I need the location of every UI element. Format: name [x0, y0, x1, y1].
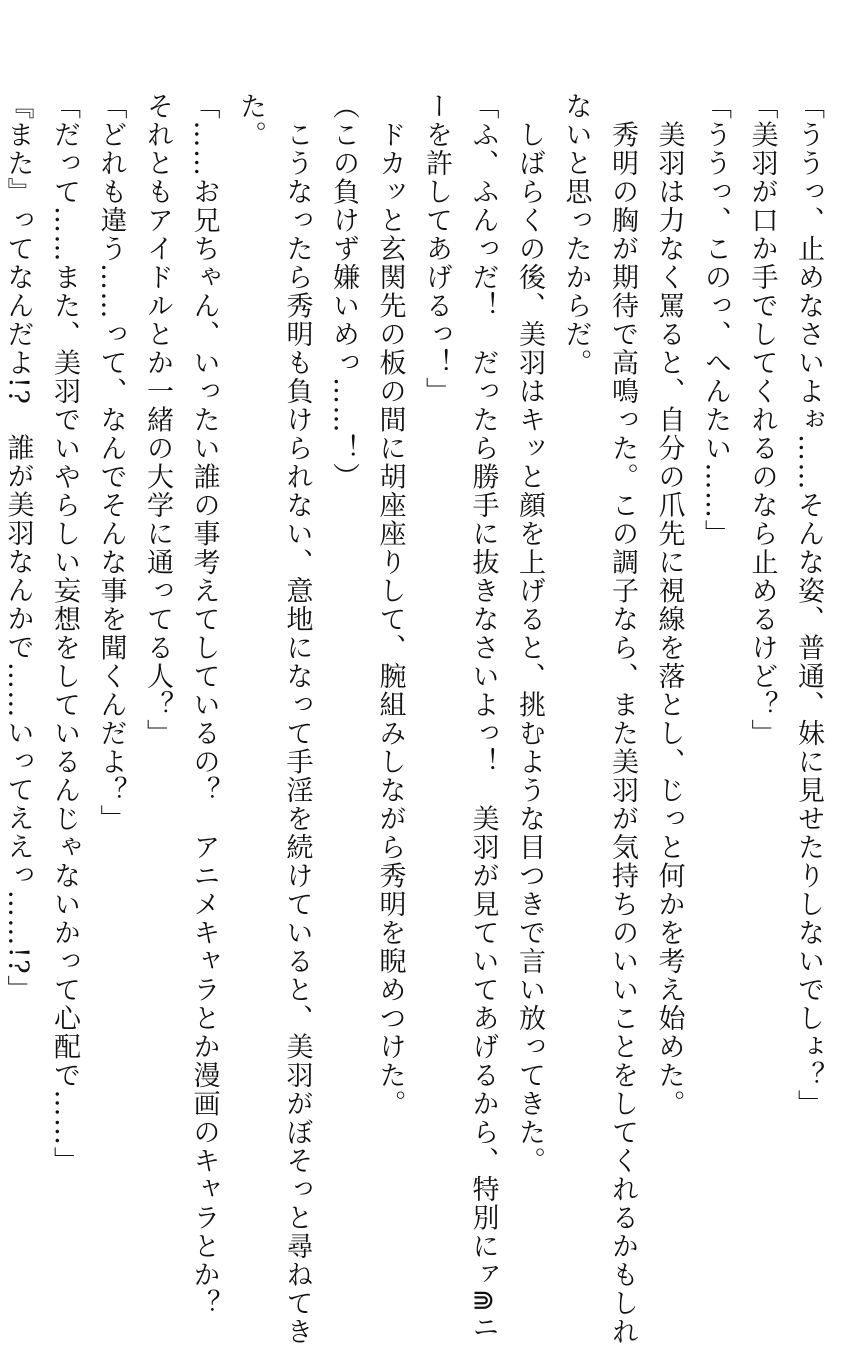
text-line: 美羽は力なく罵ると、自分の爪先に視線を落とし、じっと何かを考え始めた。 — [653, 92, 685, 1118]
text-line: 「美羽が口か手でしてくれるのなら止めるけど？」 — [746, 92, 778, 748]
text-line: 「ふ、ふんっだ！ だったら勝手に抜きなさいよっ！ 美羽が見ていてあげるから、特別にァ⋒ニ — [467, 92, 499, 1342]
text-line: 「……お兄ちゃん、いったい誰の事考えてしているの？ アニメキャラとか漫画のキャラとか？ — [188, 92, 220, 1318]
text-line: ーを許してあげるっ！」 — [421, 92, 452, 406]
text-line: しばらくの後、美羽はキッと顔を上げると、挑むような目つきで言い放ってきた。 — [514, 92, 545, 1175]
text-line: 「どれも違う……って、なんでそんな事を聞くんだよ？」 — [95, 92, 127, 833]
text-line: ないと思ったからだ。 — [560, 92, 592, 377]
text-line: こうなったら秀明も負けられない、意地になって手淫を続けていると、美羽がぼそっと尋ねてき — [281, 92, 313, 1346]
text-line: 『また』ってなんだよ!? 誰が美羽なんかで……いってええっ……!?」 — [2, 92, 34, 1004]
text-line: （この負けず嫌いめっ……！） — [328, 92, 359, 491]
text-line: 「ううっ、このっ、へんたい……」 — [700, 92, 731, 548]
text-line: 秀明の胸が期待で高鳴った。この調子なら、また美羽が気持ちのいいことをしてくれるかもしれ — [607, 92, 638, 1346]
text-line: ドカッと玄関先の板の間に胡座座りして、腕組みしながら秀明を睨めつけた。 — [374, 92, 406, 1118]
text-line: 「ううっ、止めなさいよぉ……そんな姿、普通、妹に見せたりしないでしょ？」 — [793, 92, 824, 1118]
vertical-text-body — [0, 92, 831, 1346]
text-line: 「だって……また、美羽でいやらしい妄想をしているんじゃないかって心配で……」 — [49, 92, 80, 1175]
text-line: それともアイドルとか一緒の大学に通ってる人？」 — [142, 92, 173, 748]
text-line: た。 — [235, 92, 266, 149]
